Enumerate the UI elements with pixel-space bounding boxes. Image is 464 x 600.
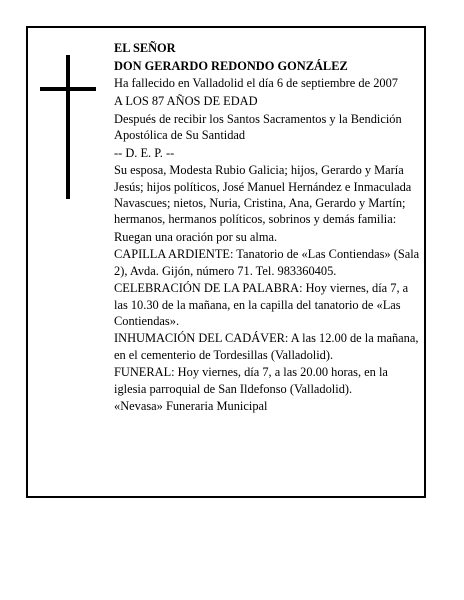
cross-vertical-bar — [66, 55, 70, 199]
notice-title: EL SEÑOR — [114, 41, 176, 55]
funeral-info: FUNERAL: Hoy viernes, día 7, a las 20.00 horas, en la iglesia parroquial de San Ildefonso (Valladolid). — [114, 365, 388, 396]
rip-line: -- D. E. P. -- — [114, 145, 175, 160]
chapel-info: CAPILLA ARDIENTE: Tanatorio de «Las Contiendas» (Sala 2), Avda. Gijón, número 71. Tel. 983360405. — [114, 247, 420, 278]
obituary-text — [114, 40, 420, 416]
funeral-home: «Nevasa» Funeraria Municipal — [114, 399, 268, 414]
deceased-name: DON GERARDO REDONDO GONZÁLEZ — [114, 58, 348, 73]
age-line: A LOS 87 AÑOS DE EDAD — [114, 94, 258, 109]
death-info: Ha fallecido en Valladolid el día 6 de septiembre de 2007 — [114, 76, 398, 91]
prayer-request: Ruegan una oración por su alma. — [114, 229, 278, 244]
family-list: Su esposa, Modesta Rubio Galicia; hijos, Gerardo y María Jesús; hijos políticos, José Manuel Hernández e Inmaculada Navascues; nietos, Nuria, Cristina, Ana, Gerardo y Martín; hermanos, hermanos políticos, sobrinos y demás familia: — [114, 163, 412, 227]
celebration-info: CELEBRACIÓN DE LA PALABRA: Hoy viernes, día 7, a las 10.30 de la mañana, en la capilla del tanatorio de «Las Contiendas». — [114, 281, 409, 328]
obituary-notice — [26, 26, 426, 498]
cross-horizontal-bar — [40, 87, 96, 91]
sacraments-line: Después de recibir los Santos Sacramentos y la Bendición Apostólica de Su Santidad — [114, 111, 402, 143]
cross-icon — [40, 55, 96, 199]
burial-info: INHUMACIÓN DEL CADÁVER: A las 12.00 de la mañana, en el cementerio de Tordesillas (Valladolid). — [114, 331, 419, 362]
